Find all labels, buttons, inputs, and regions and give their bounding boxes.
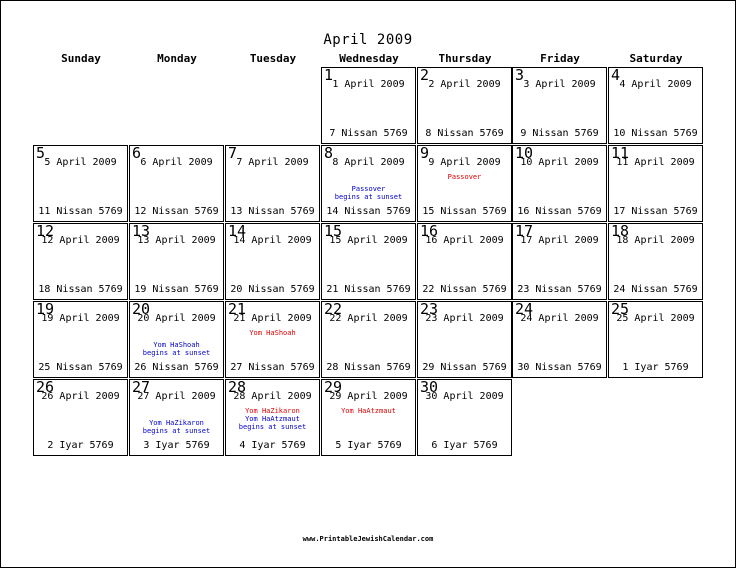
gregorian-date: 10 April 2009 [520,157,599,168]
hebrew-date: 1 Iyar 5769 [622,362,689,373]
weekday-friday: Friday [540,52,580,65]
hebrew-date: 19 Nissan 5769 [134,284,219,295]
day-cell-4 [608,67,703,144]
day-number: 10 [515,144,534,162]
holiday-note: Yom HaZikaron [245,407,300,415]
gregorian-date: 27 April 2009 [137,391,216,402]
day-cell-1 [321,67,416,144]
hebrew-date: 7 Nissan 5769 [329,128,408,139]
day-number: 23 [420,300,439,318]
day-number: 16 [420,222,439,240]
gregorian-date: 15 April 2009 [329,235,408,246]
hebrew-date: 3 Iyar 5769 [143,440,210,451]
gregorian-date: 8 April 2009 [332,157,405,168]
day-number: 6 [132,144,142,162]
day-cell-25 [608,301,703,378]
day-number: 9 [420,144,430,162]
holiday-note: Yom HaZikaron [149,419,204,427]
hebrew-date: 28 Nissan 5769 [326,362,411,373]
day-cell-29 [321,379,416,456]
hebrew-date: 23 Nissan 5769 [517,284,602,295]
day-number: 20 [132,300,151,318]
gregorian-date: 14 April 2009 [233,235,312,246]
hebrew-date: 29 Nissan 5769 [422,362,507,373]
weekday-thursday: Thursday [438,52,492,65]
hebrew-date: 26 Nissan 5769 [134,362,219,373]
day-number: 21 [228,300,247,318]
gregorian-date: 4 April 2009 [619,79,692,90]
gregorian-date: 24 April 2009 [520,313,599,324]
day-number: 29 [324,378,343,396]
day-number: 19 [36,300,55,318]
weekday-tuesday: Tuesday [249,52,297,65]
gregorian-date: 1 April 2009 [332,79,405,90]
day-number: 18 [611,222,630,240]
day-number: 27 [132,378,151,396]
holiday-note: begins at sunset [142,427,211,435]
hebrew-date: 10 Nissan 5769 [613,128,698,139]
gregorian-date: 5 April 2009 [44,157,117,168]
gregorian-date: 21 April 2009 [233,313,312,324]
day-cell-30 [417,379,512,456]
hebrew-date: 4 Iyar 5769 [239,440,306,451]
day-number: 24 [515,300,534,318]
gregorian-date: 3 April 2009 [523,79,596,90]
gregorian-date: 20 April 2009 [137,313,216,324]
holiday-note: Passover [447,173,482,181]
day-cell-2 [417,67,512,144]
hebrew-date: 18 Nissan 5769 [38,284,123,295]
holiday-note: Yom HaShoah [153,341,200,349]
holiday-note: Yom HaAtzmaut [341,407,396,415]
hebrew-date: 15 Nissan 5769 [422,206,507,217]
gregorian-date: 11 April 2009 [616,157,695,168]
hebrew-date: 6 Iyar 5769 [431,440,498,451]
day-cell-16 [417,223,512,300]
day-number: 25 [611,300,630,318]
gregorian-date: 13 April 2009 [137,235,216,246]
day-cell-27 [129,379,224,456]
hebrew-date: 9 Nissan 5769 [520,128,599,139]
footer-url[interactable]: www.PrintableJewishCalendar.com [302,535,434,543]
gregorian-date: 26 April 2009 [41,391,120,402]
gregorian-date: 7 April 2009 [236,157,309,168]
weekday-saturday: Saturday [629,52,683,65]
holiday-note: begins at sunset [334,193,403,201]
day-number: 28 [228,378,247,396]
day-cell-22 [321,301,416,378]
hebrew-date: 14 Nissan 5769 [326,206,411,217]
day-number: 13 [132,222,151,240]
day-cell-19 [33,301,128,378]
day-cell-7 [225,145,320,222]
day-cell-28 [225,379,320,456]
gregorian-date: 29 April 2009 [329,391,408,402]
gregorian-date: 9 April 2009 [428,157,501,168]
hebrew-date: 16 Nissan 5769 [517,206,602,217]
day-cell-11 [608,145,703,222]
hebrew-date: 2 Iyar 5769 [47,440,114,451]
holiday-note: Passover [351,185,386,193]
day-cell-15 [321,223,416,300]
day-cell-14 [225,223,320,300]
day-cell-10 [512,145,607,222]
day-cell-12 [33,223,128,300]
day-number: 15 [324,222,343,240]
day-number: 3 [515,66,525,84]
hebrew-date: 20 Nissan 5769 [230,284,315,295]
gregorian-date: 19 April 2009 [41,313,120,324]
hebrew-date: 11 Nissan 5769 [38,206,123,217]
day-number: 26 [36,378,55,396]
day-cell-20 [129,301,224,378]
weekday-wednesday: Wednesday [339,52,399,65]
hebrew-date: 25 Nissan 5769 [38,362,123,373]
hebrew-date: 27 Nissan 5769 [230,362,315,373]
hebrew-date: 24 Nissan 5769 [613,284,698,295]
holiday-note: Yom HaShoah [249,329,296,337]
hebrew-date: 13 Nissan 5769 [230,206,315,217]
gregorian-date: 6 April 2009 [140,157,213,168]
day-number: 4 [611,66,621,84]
hebrew-date: 8 Nissan 5769 [425,128,504,139]
hebrew-date: 22 Nissan 5769 [422,284,507,295]
day-number: 14 [228,222,247,240]
gregorian-date: 18 April 2009 [616,235,695,246]
day-number: 22 [324,300,343,318]
weekday-monday: Monday [157,52,197,65]
day-number: 11 [611,144,630,162]
gregorian-date: 28 April 2009 [233,391,312,402]
day-number: 17 [515,222,534,240]
gregorian-date: 23 April 2009 [425,313,504,324]
hebrew-date: 21 Nissan 5769 [326,284,411,295]
calendar-title: April 2009 [323,32,413,48]
hebrew-date: 30 Nissan 5769 [517,362,602,373]
holiday-note: begins at sunset [238,423,307,431]
gregorian-date: 22 April 2009 [329,313,408,324]
hebrew-date: 12 Nissan 5769 [134,206,219,217]
holiday-note: Yom HaAtzmaut [245,415,300,423]
hebrew-date: 5 Iyar 5769 [335,440,402,451]
day-cell-13 [129,223,224,300]
day-cell-5 [33,145,128,222]
day-cell-8 [321,145,416,222]
day-number: 2 [420,66,430,84]
day-cell-23 [417,301,512,378]
day-cell-9 [417,145,512,222]
gregorian-date: 30 April 2009 [425,391,504,402]
weekday-sunday: Sunday [61,52,101,65]
day-cell-26 [33,379,128,456]
day-cell-24 [512,301,607,378]
day-cell-6 [129,145,224,222]
gregorian-date: 17 April 2009 [520,235,599,246]
gregorian-date: 2 April 2009 [428,79,501,90]
day-number: 1 [324,66,334,84]
day-cell-3 [512,67,607,144]
hebrew-date: 17 Nissan 5769 [613,206,698,217]
gregorian-date: 25 April 2009 [616,313,695,324]
gregorian-date: 12 April 2009 [41,235,120,246]
day-number: 12 [36,222,55,240]
day-number: 7 [228,144,238,162]
day-number: 30 [420,378,439,396]
day-cell-17 [512,223,607,300]
day-cell-18 [608,223,703,300]
day-number: 5 [36,144,46,162]
day-cell-21 [225,301,320,378]
day-number: 8 [324,144,334,162]
holiday-note: begins at sunset [142,349,211,357]
gregorian-date: 16 April 2009 [425,235,504,246]
